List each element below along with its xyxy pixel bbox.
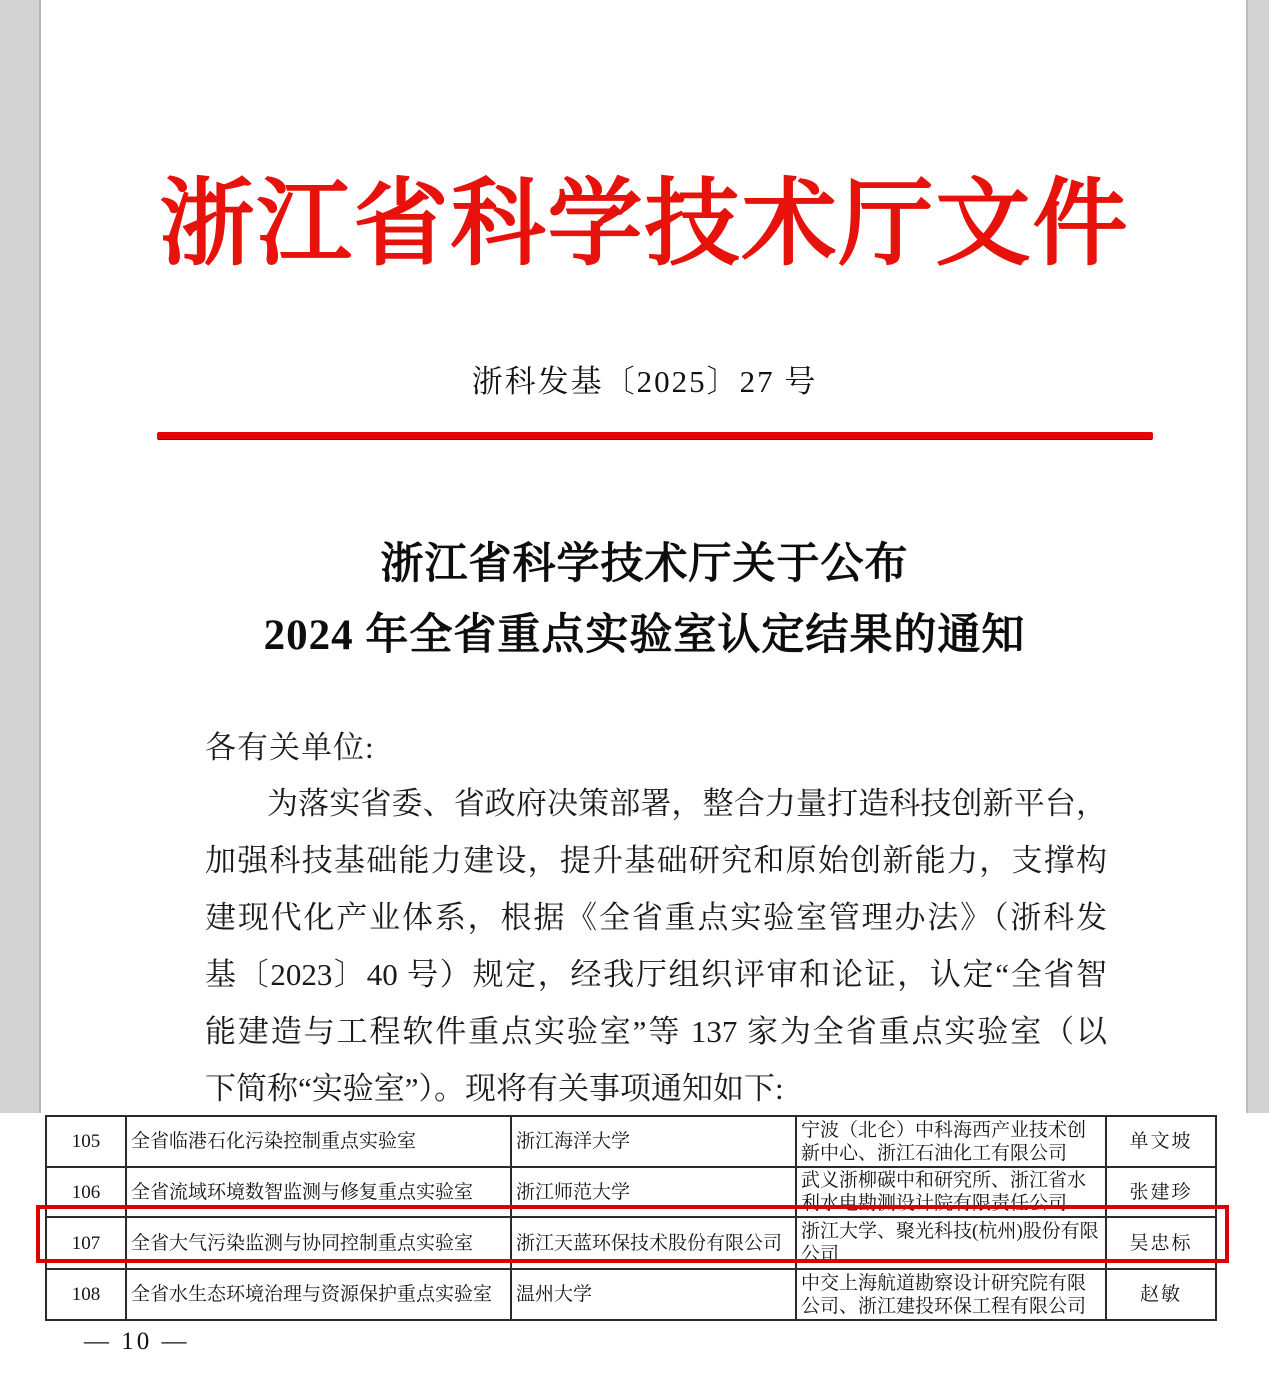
doc-number: 浙科发基〔2025〕27 号 (471, 364, 818, 399)
body-line: 为落实省委、省政府决策部署，整合力量打造科技创新平台， (267, 786, 1107, 821)
partner-units-cell: 浙江大学、聚光科技(杭州)股份有限公司 (796, 1217, 1106, 1269)
host-unit-cell: 浙江师范大学 (511, 1167, 796, 1217)
body-paragraph (205, 775, 1107, 1117)
director-cell: 单文坡 (1106, 1116, 1216, 1167)
host-unit-cell: 浙江海洋大学 (511, 1116, 796, 1167)
lab-name-cell: 全省临港石化污染控制重点实验室 (126, 1116, 511, 1167)
director-cell: 吴忠标 (1106, 1217, 1216, 1269)
partner-units-cell: 武义浙柳碳中和研究所、浙江省水利水电勘测设计院有限责任公司 (796, 1167, 1106, 1217)
host-unit-cell: 温州大学 (511, 1269, 796, 1320)
table-row (46, 1269, 1216, 1320)
partner-units-cell: 宁波（北仑）中科海西产业技术创新中心、浙江石油化工有限公司 (796, 1116, 1106, 1167)
lab-name-cell: 全省大气污染监测与协同控制重点实验室 (126, 1217, 511, 1269)
lab-name-cell: 全省流域环境数智监测与修复重点实验室 (126, 1167, 511, 1217)
salutation: 各有关单位: (205, 730, 375, 765)
notice-title-line1: 浙江省科学技术厅关于公布 (380, 541, 909, 588)
table-row (46, 1116, 1216, 1167)
lab-name-cell: 全省水生态环境治理与资源保护重点实验室 (126, 1269, 511, 1320)
partner-units-cell: 中交上海航道勘察设计研究院有限公司、浙江建投环保工程有限公司 (796, 1269, 1106, 1320)
director-cell: 张建珍 (1106, 1167, 1216, 1217)
body-line: 下简称“实验室”）。现将有关事项通知如下: (205, 1071, 784, 1106)
table-sheet (0, 1113, 1269, 1386)
row-number-cell: 106 (46, 1167, 126, 1217)
body-line: 能建造与工程软件重点实验室”等 137 家为全省重点实验室（以 (205, 1014, 1107, 1049)
background-right-strip (1246, 0, 1269, 1113)
row-number-cell: 108 (46, 1269, 126, 1320)
row-number-cell: 105 (46, 1116, 126, 1167)
background-left-strip (0, 0, 41, 1113)
row-number-cell: 107 (46, 1217, 126, 1269)
document-page (43, 0, 1246, 1113)
agency-title: 浙江省科学技术厅文件 (159, 171, 1130, 277)
body-line: 基〔2023〕40 号）规定，经我厅组织评审和论证，认定“全省智 (205, 957, 1107, 992)
red-separator-rule (157, 432, 1153, 439)
table-row (46, 1167, 1216, 1217)
page-number: — 10 — (84, 1328, 190, 1355)
notice-title-line2: 2024 年全省重点实验室认定结果的通知 (263, 612, 1026, 659)
host-unit-cell: 浙江天蓝环保技术股份有限公司 (511, 1217, 796, 1269)
body-line: 建现代化产业体系，根据《全省重点实验室管理办法》（浙科发 (205, 900, 1107, 935)
director-cell: 赵敏 (1106, 1269, 1216, 1320)
labs-table (45, 1115, 1217, 1321)
table-row-highlighted (46, 1217, 1216, 1269)
body-line: 加强科技基础能力建设，提升基础研究和原始创新能力，支撑构 (205, 843, 1107, 878)
